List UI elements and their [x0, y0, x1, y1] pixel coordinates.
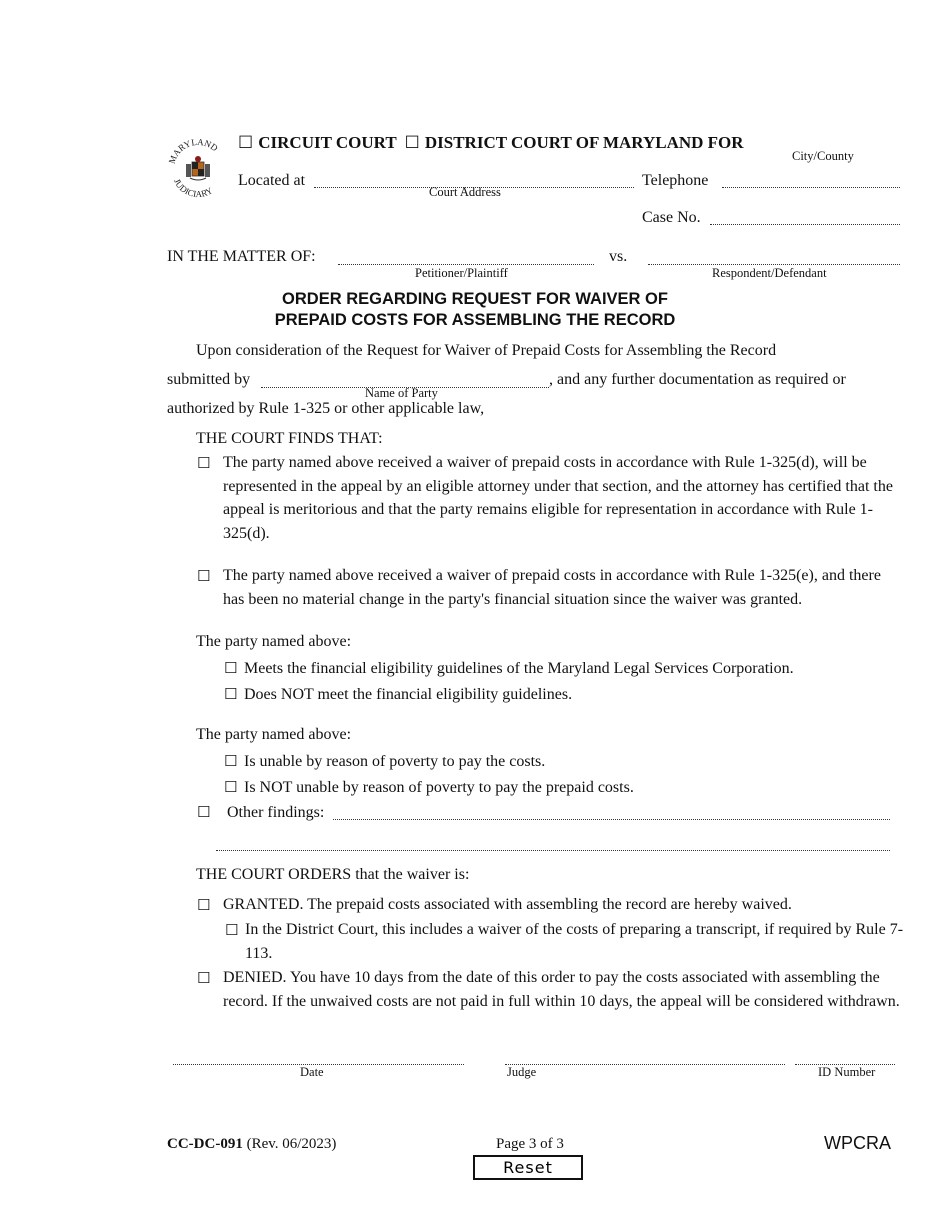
court-address-label: Court Address: [429, 185, 501, 199]
respondent-label: Respondent/Defendant: [712, 266, 827, 280]
does-not-meet-row: [224, 686, 572, 704]
granted-checkbox[interactable]: ☐: [197, 896, 211, 914]
unable-checkbox[interactable]: ☐: [224, 752, 238, 770]
district-court-label: DISTRICT COURT OF MARYLAND FOR: [424, 133, 744, 152]
case-no-field[interactable]: [710, 224, 900, 225]
city-county-label: City/County: [792, 149, 854, 163]
not-unable-row: [224, 779, 634, 797]
telephone-field[interactable]: [722, 187, 900, 188]
meets-guidelines-checkbox[interactable]: ☐: [224, 659, 238, 677]
page-number: Page 3 of 3: [496, 1136, 564, 1152]
form-code: WPCRA: [824, 1133, 891, 1153]
form-revision: (Rev. 06/2023): [246, 1136, 337, 1152]
granted-text: GRANTED. The prepaid costs associated with assembling the record are hereby waived.: [223, 896, 792, 913]
circuit-court-label: CIRCUIT COURT: [258, 133, 397, 152]
id-number-label: ID Number: [818, 1065, 876, 1079]
reset-button[interactable]: Reset: [473, 1155, 583, 1180]
district-transcript-text: In the District Court, this includes a waiver of the costs of preparing a transcript, if required by Rule 7-113.: [245, 921, 904, 962]
court-selection-line: [238, 133, 744, 153]
party-named-above-2: The party named above:: [196, 726, 352, 743]
in-the-matter-of-label: IN THE MATTER OF:: [167, 248, 316, 265]
submitted-by-label: submitted by: [167, 371, 251, 388]
intro-continuation: , and any further documentation as required or: [549, 371, 846, 388]
svg-text:JUDICIARY: JUDICIARY: [171, 177, 215, 200]
court-orders-heading: THE COURT ORDERS that the waiver is:: [196, 866, 470, 883]
order-title-line2: PREPAID COSTS FOR ASSEMBLING THE RECORD: [274, 311, 676, 329]
meets-guidelines-row: [224, 660, 794, 678]
form-number-line: [167, 1136, 336, 1153]
district-court-checkbox[interactable]: ☐: [404, 133, 420, 153]
not-unable-text: Is NOT unable by reason of poverty to pay the prepaid costs.: [244, 779, 634, 796]
finding-1325e-text: The party named above received a waiver of prepaid costs in accordance with Rule 1-325(e), and there has been no material change in the party's financial situation since the waiver was granted.: [223, 567, 881, 608]
not-unable-checkbox[interactable]: ☐: [224, 778, 238, 796]
court-finds-heading: THE COURT FINDS THAT:: [196, 430, 383, 447]
judge-signature-field[interactable]: [505, 1064, 785, 1065]
date-label: Date: [300, 1065, 324, 1079]
party-named-above-1: The party named above:: [196, 633, 352, 650]
unable-text: Is unable by reason of poverty to pay the costs.: [244, 753, 546, 770]
denied-text: DENIED. You have 10 days from the date of this order to pay the costs associated with assembling the record. If the unwaived costs are not paid in full within 10 days, the appeal will be considered withdrawn.: [223, 969, 900, 1010]
petitioner-label: Petitioner/Plaintiff: [415, 266, 508, 280]
maryland-judiciary-seal: [166, 135, 230, 203]
meets-guidelines-text: Meets the financial eligibility guidelines of the Maryland Legal Services Corporation.: [244, 660, 794, 677]
does-not-meet-checkbox[interactable]: ☐: [224, 685, 238, 703]
other-findings-field-line2[interactable]: [216, 850, 890, 851]
vs-label: vs.: [609, 248, 628, 265]
respondent-field[interactable]: [648, 264, 900, 265]
finding-1325d-text: The party named above received a waiver of prepaid costs in accordance with Rule 1-325(d), will be represented in the appeal by an eligible attorney under that section, and the attorney has certified that the appeal is meritorious and that the party remains eligible for representation in accordance with Rule 1-325(d).: [223, 454, 893, 542]
denied-checkbox[interactable]: ☐: [197, 969, 211, 987]
does-not-meet-text: Does NOT meet the financial eligibility guidelines.: [244, 686, 573, 703]
judge-label: Judge: [507, 1065, 537, 1079]
other-findings-field-line1[interactable]: [333, 819, 890, 820]
unable-row: [224, 753, 545, 771]
other-findings-checkbox[interactable]: ☐: [197, 803, 211, 821]
other-findings-label: Other findings:: [227, 804, 325, 821]
finding-1325e-checkbox[interactable]: ☐: [197, 567, 211, 585]
district-transcript-checkbox[interactable]: ☐: [225, 921, 239, 939]
name-of-party-label: Name of Party: [365, 386, 438, 400]
svg-text:MARYLAND: MARYLAND: [166, 136, 220, 166]
finding-1325d-checkbox[interactable]: ☐: [197, 454, 211, 472]
circuit-court-checkbox[interactable]: ☐: [238, 133, 254, 153]
case-no-label: Case No.: [642, 209, 701, 226]
intro-line1: Upon consideration of the Request for Waiver of Prepaid Costs for Assembling the Record: [196, 342, 777, 359]
form-number: CC-DC-091: [167, 1136, 243, 1152]
petitioner-field[interactable]: [338, 264, 594, 265]
intro-line3: authorized by Rule 1-325 or other applicable law,: [167, 400, 485, 417]
located-at-label: Located at: [238, 172, 306, 189]
order-title-line1: ORDER REGARDING REQUEST FOR WAIVER OF: [282, 290, 668, 308]
telephone-label: Telephone: [642, 172, 709, 189]
other-findings-row: [197, 804, 324, 822]
